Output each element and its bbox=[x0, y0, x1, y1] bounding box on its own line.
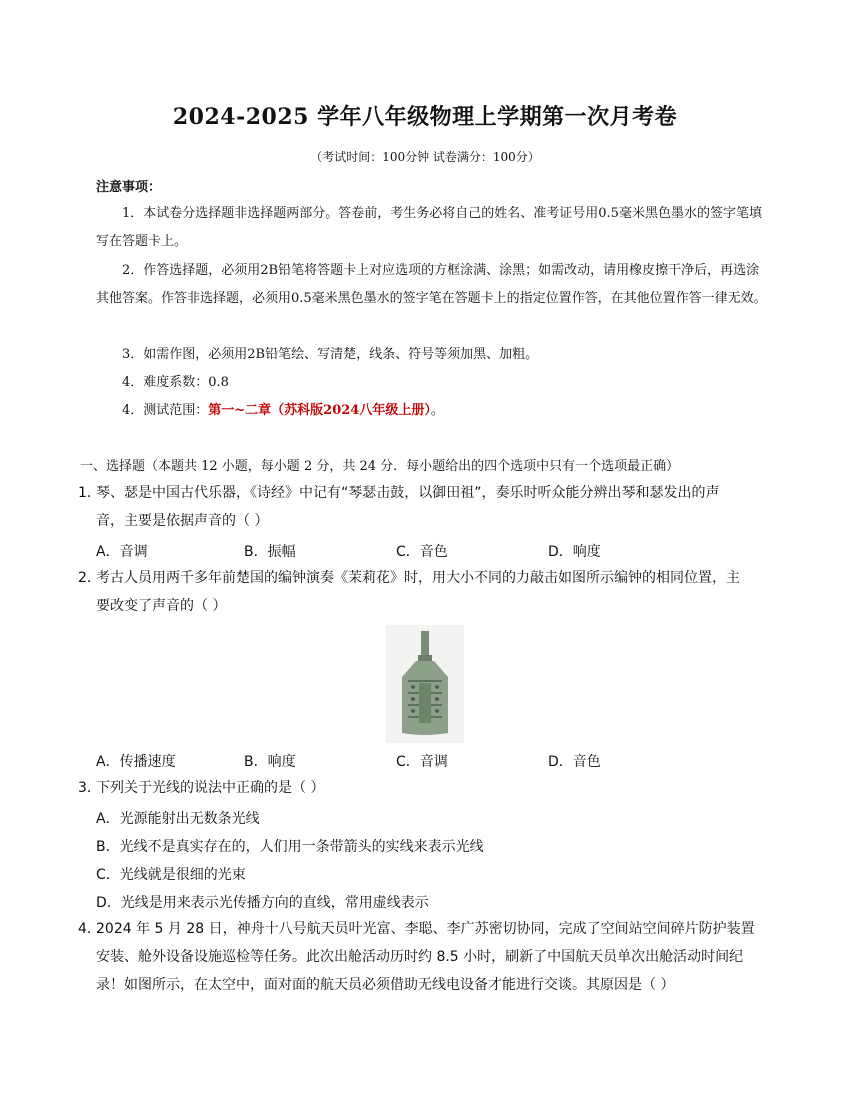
question-2-option-d[interactable]: D．音色 bbox=[548, 754, 601, 770]
question-1-option-c[interactable]: C．音色 bbox=[396, 544, 448, 560]
bianzhong-bell-image bbox=[386, 625, 464, 743]
notice-heading: 注意事项： bbox=[96, 180, 162, 195]
question-4-line-2: 安装、舱外设备设施巡检等任务。此次出舱活动历时约 8.5 小时，刷新了中国航天员单次出舱活动时间纪 bbox=[96, 949, 744, 965]
question-1-line-2: 音，主要是依据声音的（ ） bbox=[96, 513, 269, 529]
notice-item-3: 3．如需作图，必须用2B铅笔绘、写清楚，线条、符号等须加黑、加粗。 bbox=[122, 347, 539, 362]
notice-item-1: 1．本试卷分选择题非选择题两部分。答卷前，考生务必将自己的姓名、准考证号用0.5毫米黑色墨水的签字笔填写在答题卡上。 bbox=[96, 206, 762, 249]
question-3-option-c[interactable]: C．光线就是很细的光束 bbox=[96, 867, 246, 883]
question-2-line-2: 要改变了声音的（ ） bbox=[96, 598, 227, 614]
notice-item-4: 4．难度系数：0.8 bbox=[122, 375, 229, 390]
question-3-option-b[interactable]: B．光线不是真实存在的，人们用一条带箭头的实线来表示光线 bbox=[96, 839, 484, 855]
question-4 bbox=[78, 915, 778, 999]
notice-item-2: 2．作答选择题，必须用2B铅笔将答题卡上对应选项的方框涂满、涂黑；如需改动，请用橡皮擦干净后，再选涂其他答案。作答非选择题，必须用0.5毫米黑色墨水的签字笔在答题卡上的指定位置作答，在其他位置作答一律无效。 bbox=[96, 263, 767, 306]
notice-item-5-suffix: 。 bbox=[430, 403, 444, 418]
question-2 bbox=[78, 564, 778, 620]
page-title: 2024-2025 学年八年级物理上学期第一次月考卷 bbox=[172, 104, 678, 130]
question-4-line-1: 2024 年 5 月 28 日，神舟十八号航天员叶光富、李聪、李广苏密切协同，完成了空间站空间碎片防护装置 bbox=[96, 921, 755, 937]
question-4-number: 4． bbox=[78, 921, 101, 937]
notice-item-5-prefix: 4．测试范围： bbox=[122, 403, 209, 418]
notice-item-5 bbox=[96, 397, 772, 425]
question-3-option-a[interactable]: A．光源能射出无数条光线 bbox=[96, 811, 260, 827]
question-1-option-b[interactable]: B．振幅 bbox=[244, 544, 296, 560]
exam-info: （考试时间：100分钟 试卷满分：100分） bbox=[310, 150, 540, 164]
question-1 bbox=[78, 479, 778, 535]
question-1-number: 1． bbox=[78, 485, 101, 501]
question-1-line-1: 琴、瑟是中国古代乐器，《诗经》中记有“琴瑟击鼓，以御田祖”，奏乐时听众能分辨出琴和瑟发出的声 bbox=[96, 485, 720, 501]
question-3-number: 3． bbox=[78, 780, 101, 796]
question-2-option-b[interactable]: B．响度 bbox=[244, 754, 296, 770]
question-2-option-c[interactable]: C．音调 bbox=[396, 754, 448, 770]
question-3 bbox=[78, 774, 778, 802]
question-2-line-1: 考古人员用两千多年前楚国的编钟演奏《茉莉花》时，用大小不同的力敲击如图所示编钟的相同位置，主 bbox=[96, 570, 740, 586]
section-heading: 一、选择题（本题共 12 小题，每小题 2 分，共 24 分．每小题给出的四个选项中只有一个选项最正确） bbox=[80, 459, 680, 474]
question-3-line-1: 下列关于光线的说法中正确的是（ ） bbox=[96, 780, 325, 796]
question-2-option-a[interactable]: A．传播速度 bbox=[96, 754, 176, 770]
question-2-number: 2． bbox=[78, 570, 101, 586]
question-1-option-a[interactable]: A．音调 bbox=[96, 544, 148, 560]
question-3-option-d[interactable]: D．光线是用来表示光传播方向的直线，常用虚线表示 bbox=[96, 895, 429, 911]
question-1-option-d[interactable]: D．响度 bbox=[548, 544, 601, 560]
test-range: 第一~二章（苏科版2024八年级上册） bbox=[208, 403, 431, 418]
question-4-line-3: 录！如图所示，在太空中，面对面的航天员必须借助无线电设备才能进行交谈。其原因是（ ） bbox=[96, 977, 675, 993]
